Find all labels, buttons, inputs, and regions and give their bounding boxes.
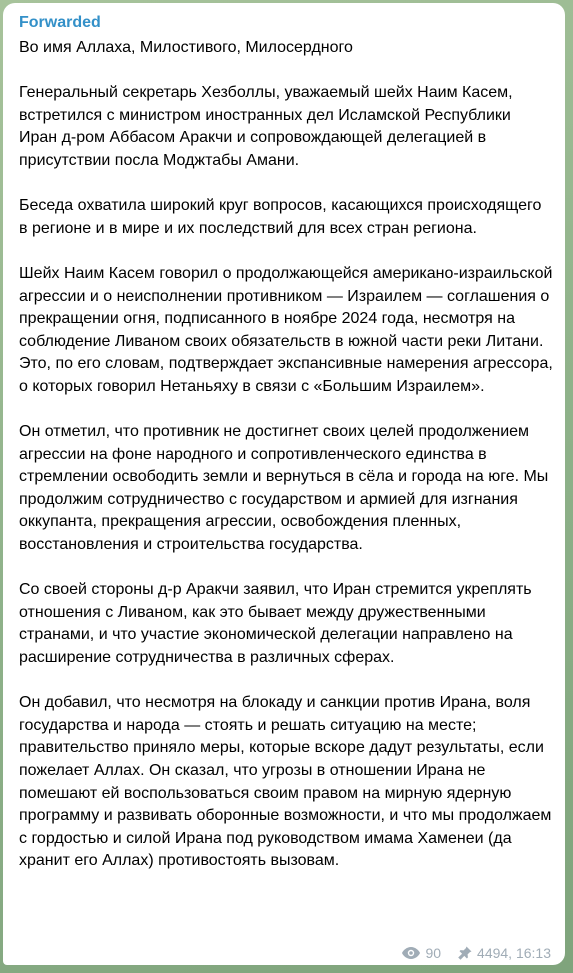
paragraph-goals: Он отметил, что противник не достигнет своих целей продолжением агрессии на фоне народного и сопротивленческого единства в стремлении освободить земли и вернуться в сёла и города на юге. Мы продолжим сотрудничество с государством и армией для изгнания оккупанта, прекращения агрессии, освобождения пленных, восстановления и строительства государства.: [19, 423, 549, 554]
author-time: 4494, 16:13: [477, 945, 551, 961]
eye-icon: [401, 946, 421, 960]
paragraph-meeting: Генеральный секретарь Хезболлы, уважаемый шейх Наим Касем, встретился с министром иностранных дел Исламской Республики Иран д-ром Аббасом Аракчи и сопровождающей делегацией в присутствии посла Моджтабы Амани.: [19, 84, 513, 169]
paragraph-greeting: Во имя Аллаха, Милостивого, Милосердного: [19, 39, 353, 56]
message-meta: [395, 945, 551, 961]
paragraph-discussion: Беседа охватила широкий круг вопросов, касающихся происходящего в регионе и в мире и их последствий для всех стран региона.: [19, 197, 542, 237]
paragraph-aggression: Шейх Наим Касем говорил о продолжающейся американо-израильской агрессии и о неисполнении противником — Израилем — соглашения о прекращении огня, подписанного в ноябре 2024 года, несмотря на соблюдение Ливаном своих обязательств в южной части реки Литани. Это, по его словам, подтверждает экспансивные намерения агрессора, о которых говорил Нетаньяху в связи с «Большим Израилем».: [19, 264, 553, 395]
message-text: [19, 37, 553, 873]
message-bubble[interactable]: [3, 3, 565, 965]
forwarded-label[interactable]: Forwarded: [19, 14, 101, 31]
pin-icon: [457, 945, 473, 961]
view-count: 90: [425, 945, 442, 961]
paragraph-sanctions: Он добавил, что несмотря на блокаду и санкции против Ирана, воля государства и народа — стоять и решать ситуацию на месте; правительство приняло меры, которые вскоре дадут результаты, если пожелает Аллах. Он сказал, что угрозы в отношении Ирана не помешают ей воспользоваться своим правом на мирную ядерную программу и развивать оборонные возможности, и что мы продолжаем с гордостью и силой Ирана под руководством имама Хаменеи (да хранит его Аллах) противостоять вызовам.: [19, 694, 552, 870]
paragraph-araghchi: Со своей стороны д-р Аракчи заявил, что Иран стремится укреплять отношения с Ливаном, как это бывает между дружественными странами, и что участие экономической делегации направлено на расширение сотрудничества в различных сферах.: [19, 581, 532, 667]
